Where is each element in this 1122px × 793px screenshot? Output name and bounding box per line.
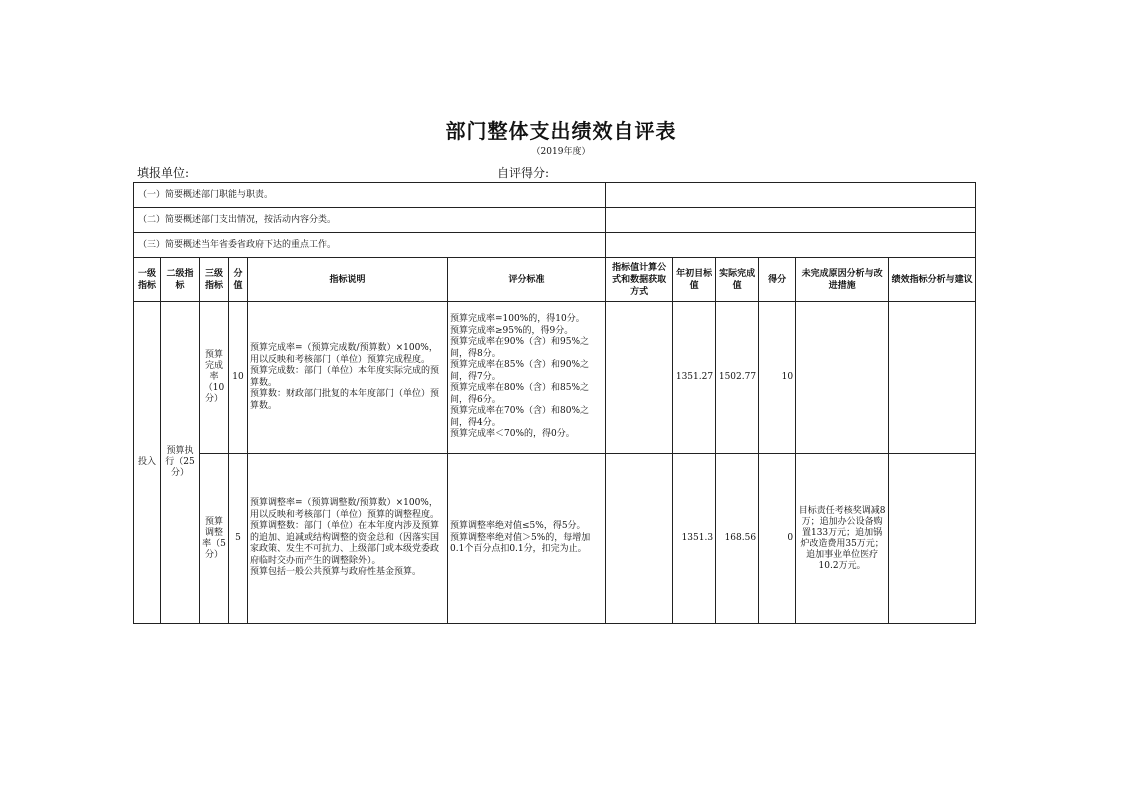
evaluation-table xyxy=(133,182,976,624)
header-formula: 指标值计算公式和数据获取方式 xyxy=(606,258,673,302)
table-row xyxy=(134,454,976,624)
page-title: 部门整体支出绩效自评表 xyxy=(445,119,677,143)
header-reason: 未完成原因分析与改进措施 xyxy=(796,258,889,302)
table-row xyxy=(134,302,976,454)
formula-cell[interactable] xyxy=(606,302,673,454)
header-actual-value: 实际完成值 xyxy=(716,258,759,302)
summary-row-1 xyxy=(134,183,976,208)
summary-answer-3[interactable] xyxy=(606,233,976,258)
scoring-criteria: 预算完成率=100%的，得10分。 预算完成率≥95%的，得9分。 预算完成率在90%（含）和95%之间，得8分。 预算完成率在85%（含）和90%之间，得7分。 预算完成率在80%（含）和85%之间，得6分。 预算完成率在70%（含）和80%之间，得4分。 预算完成率＜70%的，得0分。 xyxy=(448,302,606,454)
header-got-score: 得分 xyxy=(759,258,796,302)
formula-cell[interactable] xyxy=(606,454,673,624)
indicator-description: 预算完成率=（预算完成数/预算数）×100%，用以反映和考核部门（单位）预算完成程度。 预算完成数：部门（单位）本年度实际完成的预算数。 预算数：财政部门批复的本年度部门（单位）预算数。 xyxy=(248,302,448,454)
filling-unit-label: 填报单位: xyxy=(137,166,190,180)
actual-value: 168.56 xyxy=(716,454,759,624)
actual-value: 1502.77 xyxy=(716,302,759,454)
report-year: （2019年度） xyxy=(531,147,591,157)
got-score: 0 xyxy=(759,454,796,624)
summary-row-3 xyxy=(134,233,976,258)
initial-target-value: 1351.3 xyxy=(673,454,716,624)
summary-question-2: （二）简要概述部门支出情况，按活动内容分类。 xyxy=(134,208,606,233)
summary-question-3: （三）简要概述当年省委省政府下达的重点工作。 xyxy=(134,233,606,258)
table-header-row xyxy=(134,258,976,302)
scoring-criteria: 预算调整率绝对值≤5%，得5分。 预算调整率绝对值＞5%的，每增加0.1个百分点扣0.1分，扣完为止。 xyxy=(448,454,606,624)
header-suggestion: 绩效指标分析与建议 xyxy=(889,258,976,302)
header-level3: 三级指标 xyxy=(200,258,229,302)
got-score: 10 xyxy=(759,302,796,454)
summary-answer-1[interactable] xyxy=(606,183,976,208)
header-description: 指标说明 xyxy=(248,258,448,302)
level1-value: 投入 xyxy=(134,302,161,624)
level3-value: 预算调整率（5分） xyxy=(200,454,229,624)
reason-cell[interactable] xyxy=(796,302,889,454)
level2-value: 预算执行（25分） xyxy=(161,302,200,624)
reason-cell[interactable]: 目标责任考核奖调减8万；追加办公设备购置133万元；追加锅炉改造费用35万元；追加事业单位医疗10.2万元。 xyxy=(796,454,889,624)
level3-value: 预算完成率（10分） xyxy=(200,302,229,454)
initial-target-value: 1351.27 xyxy=(673,302,716,454)
header-initial-target: 年初目标值 xyxy=(673,258,716,302)
self-score-label: 自评得分: xyxy=(497,166,550,180)
suggestion-cell[interactable] xyxy=(889,302,976,454)
summary-question-1: （一）简要概述部门职能与职责。 xyxy=(134,183,606,208)
summary-row-2 xyxy=(134,208,976,233)
header-level1: 一级指标 xyxy=(134,258,161,302)
indicator-description: 预算调整率=（预算调整数/预算数）×100%，用以反映和考核部门（单位）预算的调整程度。 预算调整数：部门（单位）在本年度内涉及预算的追加、追减或结构调整的资金总和（因落实国家政策、发生不可抗力、上级部门或本级党委政府临时交办而产生的调整除外）。 预算包括一般公共预算与政府性基金预算。 xyxy=(248,454,448,624)
header-level2: 二级指标 xyxy=(161,258,200,302)
score-value: 10 xyxy=(229,302,248,454)
score-value: 5 xyxy=(229,454,248,624)
header-criteria: 评分标准 xyxy=(448,258,606,302)
suggestion-cell[interactable] xyxy=(889,454,976,624)
header-score-value: 分值 xyxy=(229,258,248,302)
summary-answer-2[interactable] xyxy=(606,208,976,233)
